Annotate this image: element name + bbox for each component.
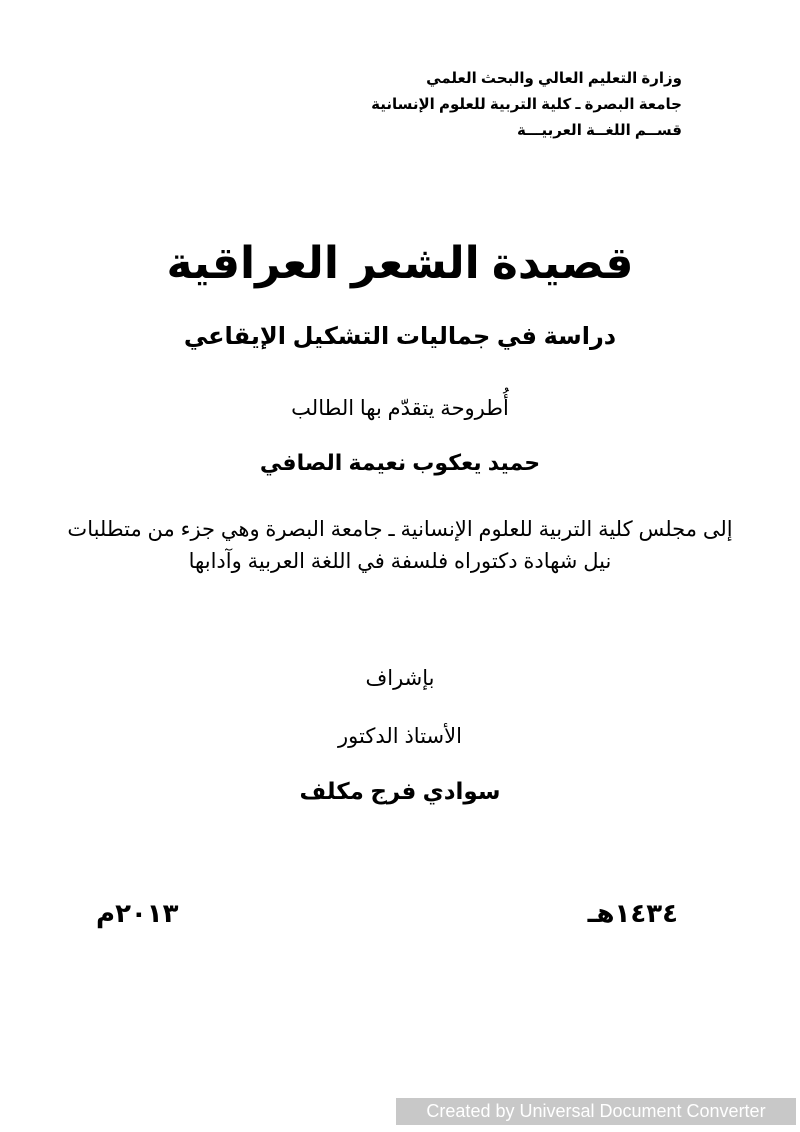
supervisor-title: الأستاذ الدكتور xyxy=(338,725,462,748)
gregorian-date: ٢٠١٣م xyxy=(96,898,179,928)
supervisor-name: سوادي فرج مكلف xyxy=(299,778,501,804)
university-name: جامعة البصرة ـ كلية التربية للعلوم الإنسانية xyxy=(371,96,682,113)
department-name: قســم اللغــة العربيـــة xyxy=(517,122,682,139)
submission-purpose: إلى مجلس كلية التربية للعلوم الإنسانية ـ جامعة البصرة وهي جزء من متطلبات نيل شهادة دكتوراه فلسفة في اللغة العربية وآدابها xyxy=(67,518,733,573)
converter-watermark: Created by Universal Document Converter xyxy=(396,1098,796,1125)
institution-header xyxy=(262,66,682,144)
student-name: حميد يعكوب نعيمة الصافي xyxy=(259,450,541,475)
submission-intro: أُطروحة يتقدّم بها الطالب xyxy=(291,397,509,420)
supervision-label: بإشراف xyxy=(365,667,435,690)
thesis-subtitle: دراسة في جماليات التشكيل الإيقاعي xyxy=(183,323,617,350)
thesis-title: قصيدة الشعر العراقية xyxy=(166,239,634,288)
ministry-name: وزارة التعليم العالي والبحث العلمي xyxy=(426,70,682,87)
hijri-date: ١٤٣٤هـ xyxy=(587,898,678,928)
